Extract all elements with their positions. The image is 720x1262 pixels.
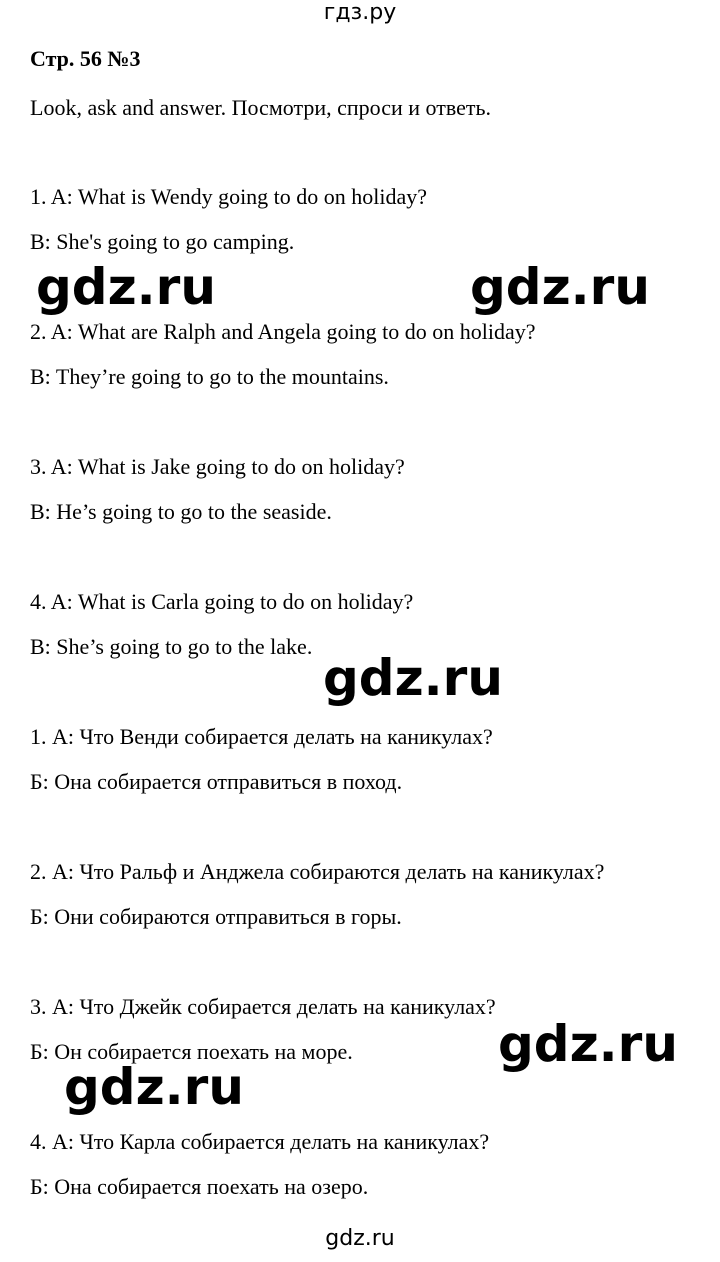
watermark-gdz: gdz.ru xyxy=(64,1058,244,1116)
site-header-label: гдз.ру xyxy=(323,0,397,25)
english-answer-4: B: She’s going to go to the lake. xyxy=(30,634,313,659)
russian-answer-2: Б: Они собираются отправиться в горы. xyxy=(30,904,402,929)
english-question-3: 3. A: What is Jake going to do on holiday? xyxy=(30,454,405,479)
watermark-gdz: gdz.ru xyxy=(323,649,503,707)
page-title: Стр. 56 №3 xyxy=(30,46,141,71)
russian-answer-4: Б: Она собирается поехать на озеро. xyxy=(30,1174,369,1199)
site-footer-label: gdz.ru xyxy=(325,1226,395,1251)
english-question-1: 1. A: What is Wendy going to do on holiday? xyxy=(30,184,428,209)
exercise-instruction: Look, ask and answer. Посмотри, спроси и ответь. xyxy=(30,95,492,120)
russian-answer-1: Б: Она собирается отправиться в поход. xyxy=(30,769,403,794)
english-question-4: 4. A: What is Carla going to do on holiday? xyxy=(30,589,414,614)
russian-question-3: 3. А: Что Джейк собирается делать на каникулах? xyxy=(30,994,496,1019)
english-answer-2: B: They’re going to go to the mountains. xyxy=(30,364,389,389)
watermark-gdz: gdz.ru xyxy=(470,258,650,316)
english-question-2: 2. A: What are Ralph and Angela going to do on holiday? xyxy=(30,319,536,344)
russian-answer-3: Б: Он собирается поехать на море. xyxy=(30,1039,353,1064)
russian-question-2: 2. А: Что Ральф и Анджела собираются делать на каникулах? xyxy=(30,859,605,884)
english-answer-1: B: She's going to go camping. xyxy=(30,229,295,254)
watermark-gdz: gdz.ru xyxy=(36,258,216,316)
russian-question-1: 1. А: Что Венди собирается делать на каникулах? xyxy=(30,724,493,749)
russian-question-4: 4. А: Что Карла собирается делать на каникулах? xyxy=(30,1129,490,1154)
english-answer-3: B: He’s going to go to the seaside. xyxy=(30,499,332,524)
watermark-gdz: gdz.ru xyxy=(498,1015,678,1073)
